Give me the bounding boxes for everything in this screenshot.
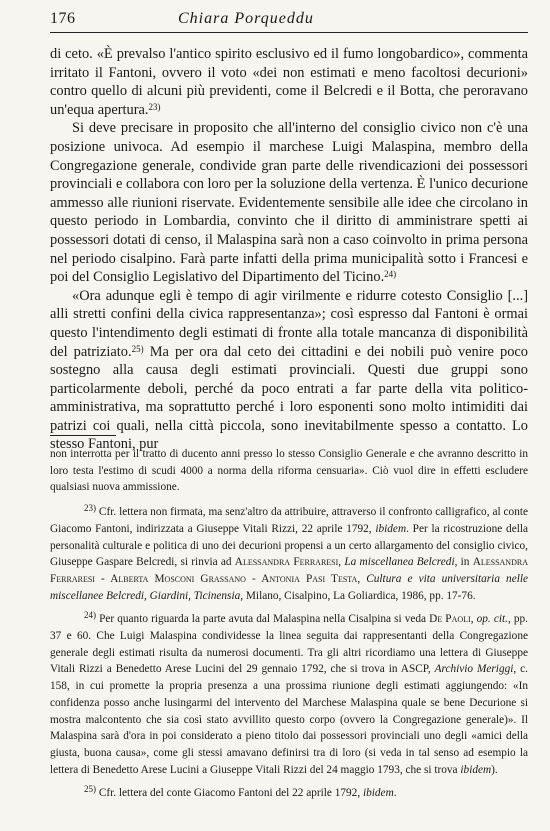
footnotes (50, 446, 528, 802)
paragraph-3 (50, 287, 528, 454)
footnote-23-authors: Alessandra Ferraresi - Alberta Mosconi Grassano - Antonia Pasi Testa (50, 556, 528, 585)
paragraph-1 (50, 45, 528, 119)
paragraph-2 (50, 119, 528, 286)
main-text (50, 45, 528, 454)
paragraph-2-text: Si deve precisare in proposito che all'interno del consiglio civico non c'è una posizione univoca. Ad esempio il marchese Luigi Malaspina, membro della Congregazione generale, condivide gran parte delle rivendicazioni dei possessori provinciali e collabora con loro per la soluzione della vertenza. È l'unico decurione ammesso alle riunioni riservate. Evidentemente sensibile alle idee che circolano in questo periodo in Lombardia, convinto che il diritto di amministrare spetti ai possessori dotati di censo, il Malaspina sarà non a caso coinvolto in prima persona nel periodo cisalpino. Farà parte infatti della prima municipalità sotto i Francesi e poi del Consiglio Legislativo del Dipartimento del Ticino. (50, 120, 528, 286)
paragraph-3-text-b: Ma per ora dal ceto dei cittadini e dei nobili può venire poco sostegno alla causa degli estimati provinciali. Questi due gruppi sono particolarmente deboli, perché da poco entrati a far parte della vita politico-amministrativa, ma soprattutto perché i loro esponenti sono molto intimiditi dai patrizi coi quali, nella città piccola, sono inevitabilmente spesso a contatto. Lo stesso Fantoni, pur (50, 343, 528, 453)
footnote-25-end: . (393, 787, 397, 800)
footnote-23-text: Cfr. lettera non firmata, ma senz'altro da attribuire, attraverso il confronto calligrafico, al conte Giacomo Fantoni, indirizzata a Giuseppe Vitali Rizzi, 22 aprile 1792, (50, 506, 528, 535)
footnote-25-text: Cfr. lettera del conte Giacomo Fantoni del 22 aprile 1792, (96, 787, 363, 800)
running-header (50, 8, 528, 33)
page-number: 176 (50, 10, 76, 27)
footnote-25 (50, 785, 528, 802)
footnote-23-ibidem: ibidem (375, 522, 407, 535)
footnote-24-text-2: , pp. 37 e 60. Che Luigi Malaspina condividesse la linea seguita dai rappresentanti della Congregazione generale degli estimati risulta da numerosi documenti. Tra gli altri ricordiamo una lettera di Giuseppe Vitali Rizzi a Benedetto Arese Lucini del 29 gennaio 1792, che si trova in ASCP, (50, 613, 528, 676)
footnote-24-end: ). (491, 763, 498, 776)
footnote-24-opcit: op. cit. (476, 613, 508, 626)
footnote-23-text-2: . Per la ricostruzione della personalità culturale e politica di uno dei decurioni propensi a un certo allargamento del consiglio civico, Giuseppe Gaspare Belcredi, si rinvia ad (50, 522, 528, 569)
footnote-23-title-2: Cultura e vita universitaria nelle miscellanee Belcredi, Giardini, Ticinensia (50, 572, 529, 602)
footnote-23-sep-1: , (338, 556, 345, 569)
paragraph-1-text: di ceto. «È prevalso l'antico spirito esclusivo ed il fumo longobardico», commenta irritato il Fantoni, ovvero il voto «dei non estimati e meno facoltosi decurioni» contro quello di alcuni più previdenti, come il Belcredi e il Botta, che peroravano un'equa apertura. (50, 46, 528, 118)
footnote-23-sep-2: , in (454, 556, 473, 569)
footnote-23-sep-3: , (357, 572, 367, 585)
footnote-continuation: non interrotta per il tratto di ducento anni presso lo stesso Consiglio Generale e che avranno descritto in loro testa l'estimo di scudi 4000 a norma della riforma censuaria». Ciò vuol dire in effetti escludere qualsiasi nuova ammissione. (50, 448, 528, 494)
footnote-23-publisher: , Milano, Cisalpino, La Goliardica, 1986, pp. 17-76. (240, 589, 476, 602)
footnote-23-author-1: Alessandra Ferraresi (234, 556, 339, 569)
footnote-23-number: 23) (84, 503, 96, 514)
footnote-ref-23: 23) (148, 101, 161, 112)
footnote-24 (50, 611, 528, 778)
footnote-ref-24: 24) (384, 269, 397, 280)
footnote-24-ibidem: ibidem (460, 763, 492, 776)
footnote-23-title-1: La miscellanea Belcredi (344, 556, 455, 569)
running-title: Chiara Porqueddu (178, 10, 314, 27)
paragraph-3-text-a: «Ora adunque egli è tempo di agir virilmente e ridurre cotesto Consiglio [...] alli stretti confini della civica rappresentanza»; così espresso dal Fantoni è ormai questo l'intendimento degli estimati di fronte alla totale mancanza di disponibilità del patriziato. (50, 287, 528, 360)
footnote-25-number: 25) (84, 784, 96, 795)
footnote-24-sep-1: , (470, 613, 477, 626)
footnote-24-author: De Paoli (429, 613, 471, 626)
footnote-24-text-3: , c. 158, in cui promette la propria presenza a una prossima riunione degli estimati aggiungendo: «In confidenza posso anche lusingarmi del intervento del Marchese Malaspina quale se bene Decurione si mostra malcontento che sia così stato avvillito questo corpo (ovvero la Congregazione generale)». Il Malaspina sarà d'ora in poi considerato a pieno titolo dai possessori provinciali uno degli «amici della giusta, buona causa», come gli stessi amavano definirsi tra di loro (si veda in tal senso ad esempio la lettera di Benedetto Arese Lucini a Giuseppe Vitali Rizzi del 24 maggio 1793, che si trova (50, 663, 528, 776)
footnote-24-archive: Archivio Meriggi (434, 663, 514, 676)
footnote-separator (50, 435, 116, 436)
footnote-24-number: 24) (84, 610, 96, 621)
footnote-25-ibidem: ibidem (362, 787, 394, 800)
footnote-23 (50, 504, 528, 604)
footnote-ref-25: 25) (131, 343, 144, 354)
footnote-24-text: Per quanto riguarda la parte avuta dal Malaspina nella Cisalpina si veda (96, 613, 430, 626)
